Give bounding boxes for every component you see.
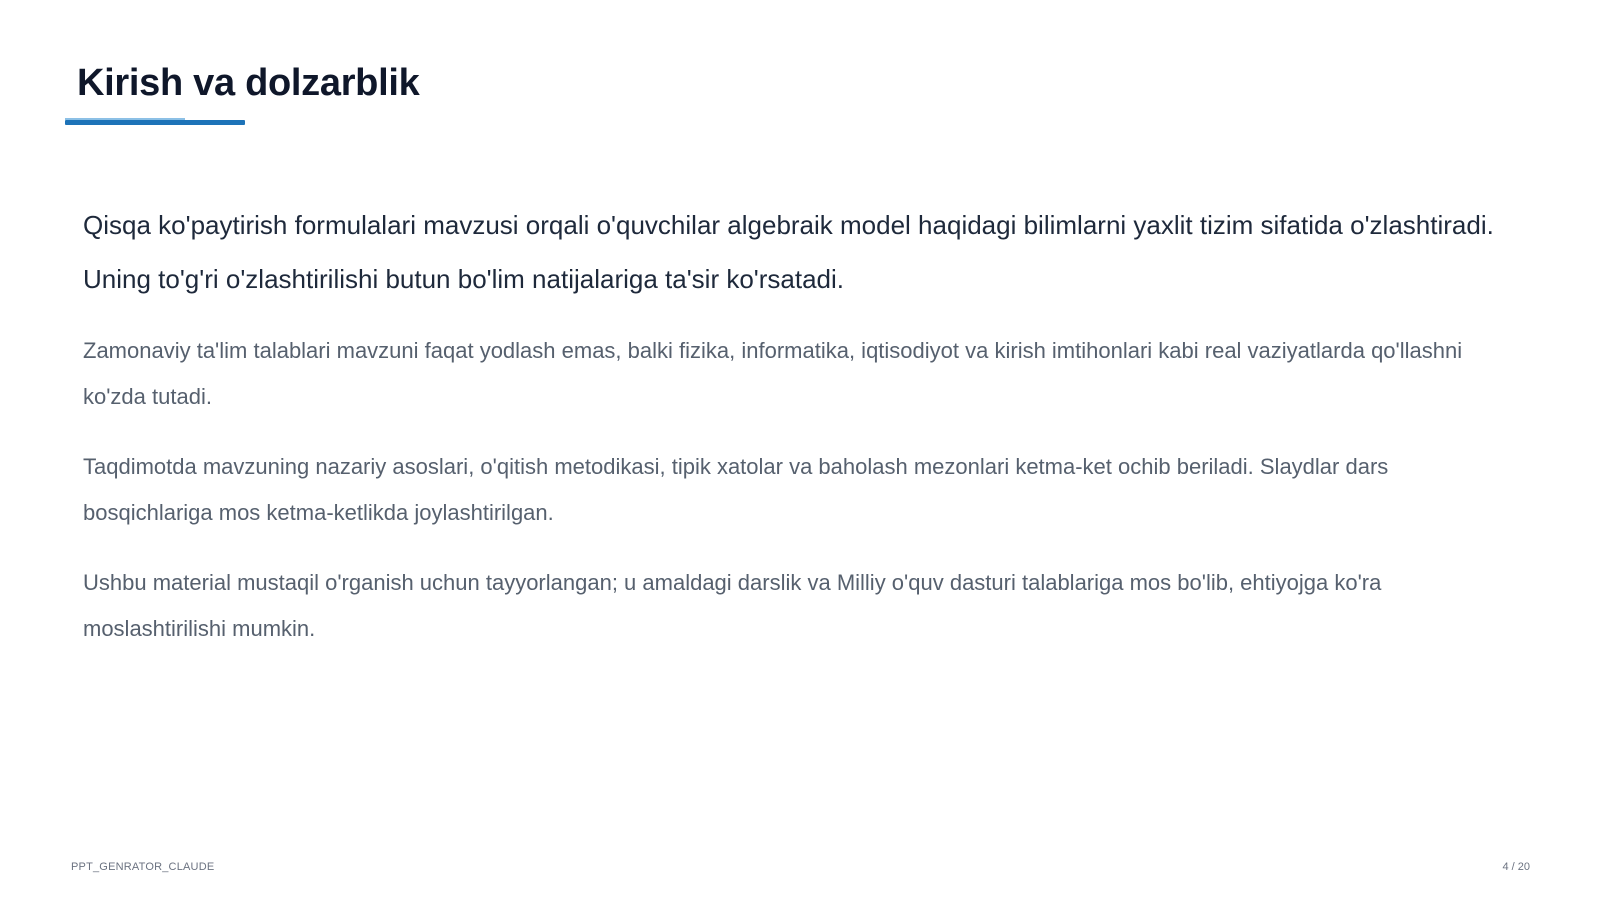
slide-title: Kirish va dolzarblik bbox=[77, 62, 420, 104]
title-underline-highlight bbox=[65, 118, 185, 120]
footer-brand: PPT_GENRATOR_CLAUDE bbox=[71, 861, 215, 873]
page-number: 4 / 20 bbox=[1502, 861, 1530, 873]
body-paragraph-1: Zamonaviy ta'lim talablari mavzuni faqat yodlash emas, balki fizika, informatika, iqtisodiyot va kirish imtihonlari kabi real vaziyatlarda qo'llashni ko'zda tutadi. bbox=[83, 338, 1463, 409]
slide-content bbox=[83, 198, 1523, 676]
lead-paragraph: Qisqa ko'paytirish formulalari mavzusi orqali o'quvchilar algebraik model haqidagi bilimlarni yaxlit tizim sifatida o'zlashtiradi. Uning to'g'ri o'zlashtirilishi butun bo'lim natijalariga ta'sir ko'rsatadi. bbox=[83, 210, 1494, 294]
title-underline bbox=[65, 120, 245, 125]
body-paragraph-3: Ushbu material mustaqil o'rganish uchun tayyorlangan; u amaldagi darslik va Milliy o'quv dasturi talablariga mos bo'lib, ehtiyojga ko'ra moslashtirilishi mumkin. bbox=[83, 570, 1382, 641]
body-paragraph-2: Taqdimotda mavzuning nazariy asoslari, o'qitish metodikasi, tipik xatolar va baholash mezonlari ketma-ket ochib beriladi. Slaydlar dars bosqichlariga mos ketma-ketlikda joylashtirilgan. bbox=[83, 454, 1389, 525]
